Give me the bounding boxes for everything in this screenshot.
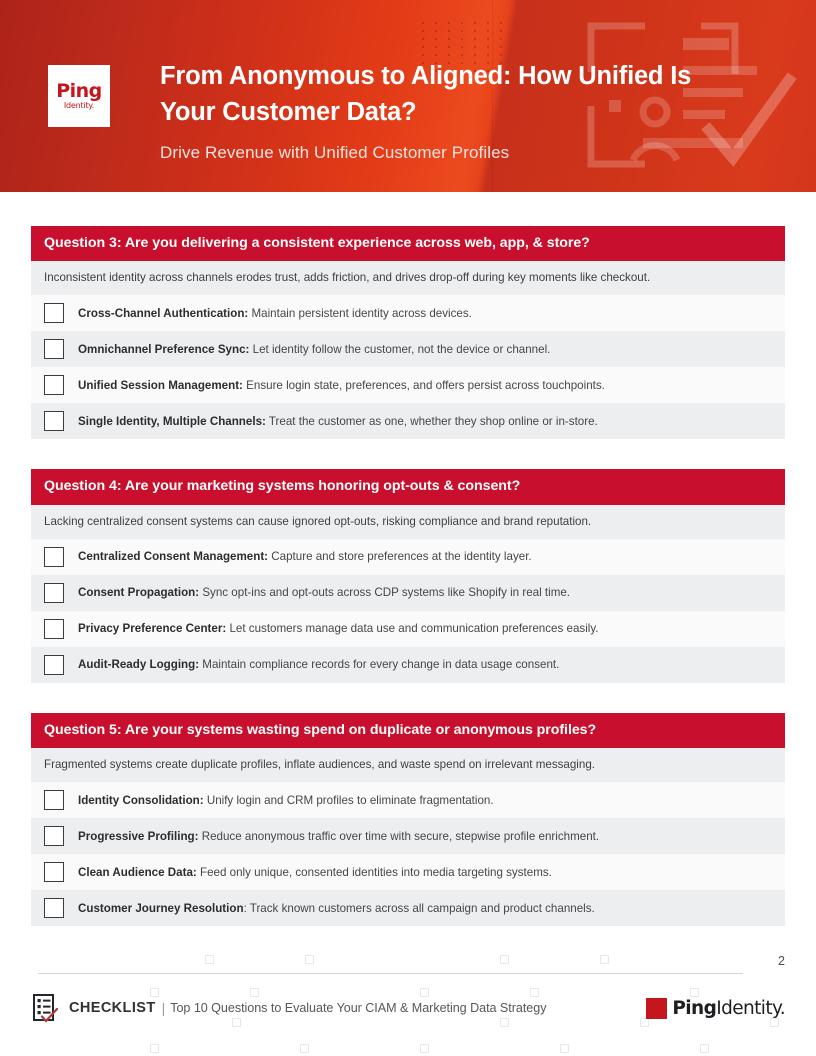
checkbox[interactable] bbox=[44, 411, 64, 431]
question-intro-text: Lacking centralized consent systems can cause ignored opt-outs, risking compliance and brand reputation. bbox=[31, 505, 785, 539]
checklist-item-description: Feed only unique, consented identities into media targeting systems. bbox=[196, 865, 552, 879]
checklist-item-description: Treat the customer as one, whether they shop online or in-store. bbox=[265, 414, 598, 428]
checklist-item-text bbox=[78, 342, 772, 357]
checklist-item-term: Identity Consolidation: bbox=[78, 793, 204, 807]
ping-identity-logo-footer bbox=[646, 998, 785, 1019]
checklist-item-description: Ensure login state, preferences, and offers persist across touchpoints. bbox=[242, 378, 605, 392]
footer-divider bbox=[38, 973, 743, 974]
checklist-clipboard-icon bbox=[31, 993, 59, 1023]
checklist-item-description: Sync opt-ins and opt-outs across CDP systems like Shopify in real time. bbox=[199, 586, 571, 600]
checklist-row bbox=[31, 367, 785, 403]
checkbox[interactable] bbox=[44, 619, 64, 639]
checklist-row bbox=[31, 818, 785, 854]
checklist-item-description: Unify login and CRM profiles to eliminate fragmentation. bbox=[203, 793, 494, 807]
checklist-item-text bbox=[78, 657, 772, 672]
page-footer bbox=[0, 948, 816, 1056]
question-heading: Question 3: Are you delivering a consistent experience across web, app, & store? bbox=[31, 226, 785, 261]
page-header-banner bbox=[0, 0, 816, 192]
checklist-row bbox=[31, 331, 785, 367]
checklist-row bbox=[31, 611, 785, 647]
checklist-row bbox=[31, 295, 785, 331]
checklist-item-term: Clean Audience Data: bbox=[78, 865, 197, 879]
checklist-item-term: Omnichannel Preference Sync: bbox=[78, 342, 250, 356]
checklist-item-description: Let customers manage data use and communication preferences easily. bbox=[226, 622, 599, 636]
question-intro-text: Fragmented systems create duplicate profiles, inflate audiences, and waste spend on irrelevant messaging. bbox=[31, 748, 785, 782]
checklist-item-text bbox=[78, 585, 772, 600]
checklist-item-term: Unified Session Management: bbox=[78, 378, 243, 392]
ping-logo-square bbox=[646, 998, 667, 1019]
checkbox[interactable] bbox=[44, 547, 64, 567]
checklist-item-description: Maintain persistent identity across devices. bbox=[248, 306, 472, 320]
checklist-item-text bbox=[78, 549, 772, 564]
checklist-item-term: Audit-Ready Logging: bbox=[78, 658, 200, 672]
checklist-row bbox=[31, 782, 785, 818]
checklist-content bbox=[0, 226, 816, 926]
checklist-item-term: Cross-Channel Authentication: bbox=[78, 306, 249, 320]
checkbox[interactable] bbox=[44, 655, 64, 675]
checklist-item-term: Consent Propagation: bbox=[78, 586, 200, 600]
checklist-item-text bbox=[78, 378, 772, 393]
checklist-item-description: Reduce anonymous traffic over time with secure, stepwise profile enrichment. bbox=[198, 829, 600, 843]
ping-identity-logo-header bbox=[48, 65, 110, 127]
checklist-item-text bbox=[78, 793, 772, 808]
checklist-item-text bbox=[78, 414, 772, 429]
header-text-block bbox=[160, 58, 720, 165]
checkbox[interactable] bbox=[44, 375, 64, 395]
checklist-item-term: Single Identity, Multiple Channels: bbox=[78, 414, 266, 428]
checkbox[interactable] bbox=[44, 862, 64, 882]
question-intro-text: Inconsistent identity across channels erodes trust, adds friction, and drives drop-off during key moments like checkout. bbox=[31, 261, 785, 295]
checklist-item-term: Progressive Profiling: bbox=[78, 829, 199, 843]
footer-checklist-label: CHECKLIST bbox=[69, 1000, 156, 1016]
footer-separator: | bbox=[161, 1000, 166, 1016]
question-heading: Question 5: Are your systems wasting spend on duplicate or anonymous profiles? bbox=[31, 713, 785, 748]
checkbox[interactable] bbox=[44, 583, 64, 603]
checklist-row bbox=[31, 890, 785, 926]
footer-tagline: Top 10 Questions to Evaluate Your CIAM & Marketing Data Strategy bbox=[170, 1001, 547, 1015]
checklist-item-description: Let identity follow the customer, not the device or channel. bbox=[249, 342, 551, 356]
checkbox[interactable] bbox=[44, 898, 64, 918]
ping-logo-wordmark: PingIdentity. bbox=[672, 997, 785, 1019]
question-block bbox=[31, 469, 785, 682]
checklist-row bbox=[31, 539, 785, 575]
checklist-item-description: Maintain compliance records for every change in data usage consent. bbox=[199, 658, 560, 672]
footer-bar bbox=[0, 989, 816, 1027]
question-block bbox=[31, 713, 785, 926]
checkbox[interactable] bbox=[44, 790, 64, 810]
checklist-item-description: : Track known customers across all campaign and product channels. bbox=[243, 901, 595, 915]
checklist-item-term: Centralized Consent Management: bbox=[78, 550, 269, 564]
checklist-row bbox=[31, 575, 785, 611]
checklist-item-text bbox=[78, 306, 772, 321]
checklist-item-text bbox=[78, 621, 772, 636]
checklist-item-term: Customer Journey Resolution bbox=[78, 901, 244, 915]
checkbox[interactable] bbox=[44, 826, 64, 846]
page-subtitle: Drive Revenue with Unified Customer Profiles bbox=[160, 143, 510, 163]
checklist-row bbox=[31, 854, 785, 890]
checklist-item-text bbox=[78, 865, 772, 880]
checkbox[interactable] bbox=[44, 339, 64, 359]
question-block bbox=[31, 226, 785, 439]
checklist-item-description: Capture and store preferences at the identity layer. bbox=[268, 550, 532, 564]
logo-ping-text: Ping bbox=[56, 80, 102, 102]
logo-identity-text: Identity. bbox=[63, 101, 95, 110]
checklist-item-text bbox=[78, 829, 772, 844]
checkbox[interactable] bbox=[44, 303, 64, 323]
checklist-item-text bbox=[78, 901, 772, 916]
page-title: From Anonymous to Aligned: How Unified Is Your Customer Data? bbox=[160, 62, 692, 127]
checklist-item-term: Privacy Preference Center: bbox=[78, 622, 227, 636]
checklist-row bbox=[31, 647, 785, 683]
question-heading: Question 4: Are your marketing systems honoring opt-outs & consent? bbox=[31, 469, 785, 504]
checklist-row bbox=[31, 403, 785, 439]
page-number: 2 bbox=[778, 954, 785, 968]
